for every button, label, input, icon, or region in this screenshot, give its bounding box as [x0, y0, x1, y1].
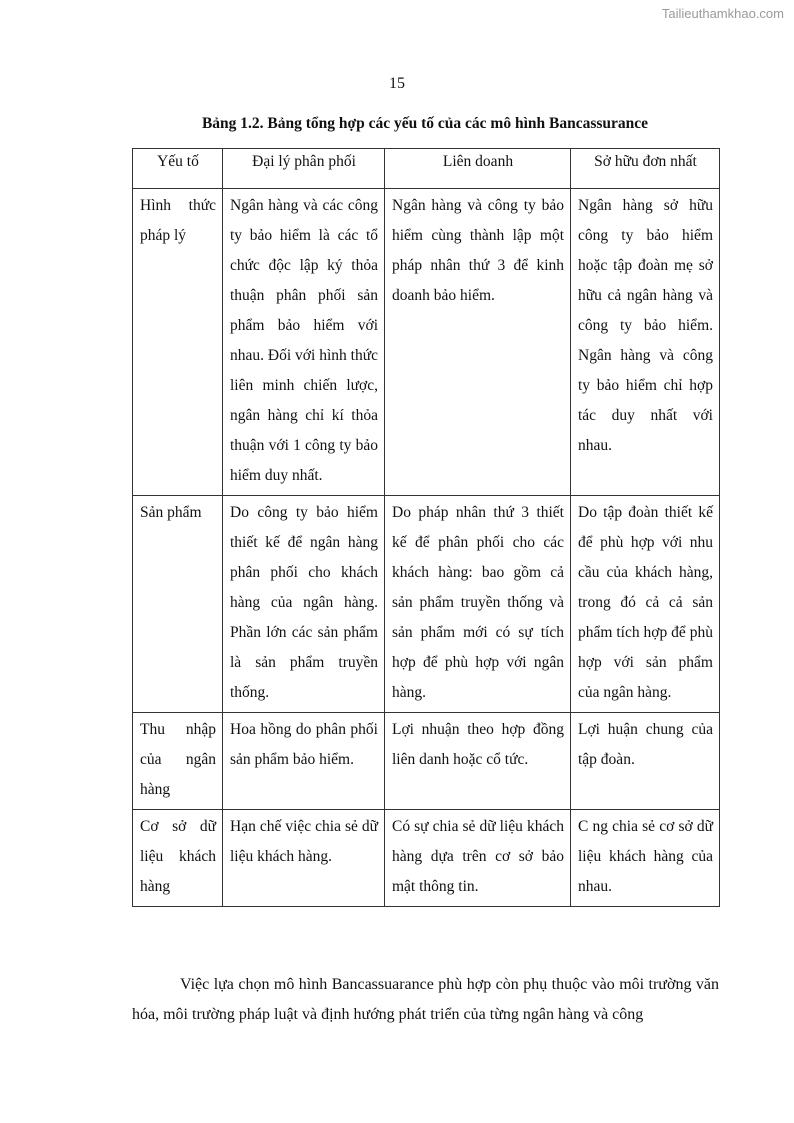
- table-row: [133, 810, 720, 907]
- cell-sole-ownership: Do tập đoàn thiết kế để phù hợp với nhu cầu của khách hàng, trong đó cả cả sản phẩm tích hợp để phù hợp với sản phẩm của ngân hàng.: [571, 496, 720, 713]
- cell-factor: Hình thức pháp lý: [133, 189, 223, 496]
- cell-sole-ownership: Lợi huận chung của tập đoàn.: [571, 713, 720, 810]
- cell-agency: Ngân hàng và các công ty bảo hiểm là các tổ chức độc lập ký thỏa thuận phân phối sản phẩm bảo hiểm với nhau. Đối với hình thức liên minh chiến lược, ngân hàng chỉ kí thỏa thuận với 1 công ty bảo hiểm duy nhất.: [223, 189, 385, 496]
- header-agency: Đại lý phân phối: [223, 149, 385, 189]
- cell-factor: Cơ sở dữ liệu khách hàng: [133, 810, 223, 907]
- comparison-table: [132, 148, 720, 907]
- cell-sole-ownership: C ng chia sẻ cơ sở dữ liệu khách hàng của nhau.: [571, 810, 720, 907]
- cell-factor: Thu nhập của ngân hàng: [133, 713, 223, 810]
- watermark: Tailieuthamkhao.com: [661, 6, 784, 21]
- cell-factor: Sản phẩm: [133, 496, 223, 713]
- table-caption: Bảng 1.2. Bảng tổng hợp các yếu tố của các mô hình Bancassurance: [201, 115, 649, 132]
- cell-agency: Hoa hồng do phân phối sản phẩm bảo hiểm.: [223, 713, 385, 810]
- cell-joint-venture: Lợi nhuận theo hợp đồng liên danh hoặc cổ tức.: [385, 713, 571, 810]
- table-row: [133, 496, 720, 713]
- table-header-row: [133, 149, 720, 189]
- header-joint-venture: Liên doanh: [385, 149, 571, 189]
- cell-sole-ownership: Ngân hàng sở hữu công ty bảo hiểm hoặc tập đoàn mẹ sở hữu cả ngân hàng và công ty bảo hiểm. Ngân hàng và công ty bảo hiểm chỉ hợp tác duy nhất với nhau.: [571, 189, 720, 496]
- cell-agency: Do công ty bảo hiểm thiết kế để ngân hàng phân phối cho khách hàng của ngân hàng. Phần lớn các sản phẩm là sản phẩm truyền thống.: [223, 496, 385, 713]
- cell-joint-venture: Do pháp nhân thứ 3 thiết kế để phân phối cho các khách hàng: bao gồm cả sản phẩm truyền thống và sản phẩm mới có sự tích hợp để phù hợp với ngân hàng.: [385, 496, 571, 713]
- cell-agency: Hạn chế việc chia sẻ dữ liệu khách hàng.: [223, 810, 385, 907]
- table-row: [133, 189, 720, 496]
- cell-joint-venture: Có sự chia sẻ dữ liệu khách hàng dựa trên cơ sở bảo mật thông tin.: [385, 810, 571, 907]
- table-row: [133, 713, 720, 810]
- header-factor: Yếu tố: [133, 149, 223, 189]
- page-number: 15: [389, 75, 405, 92]
- body-paragraph: Việc lựa chọn mô hình Bancassuarance phù hợp còn phụ thuộc vào môi trường văn hóa, môi trường pháp luật và định hướng phát triển của từng ngân hàng và công: [132, 976, 719, 1023]
- header-sole-ownership: Sở hữu đơn nhất: [571, 149, 720, 189]
- cell-joint-venture: Ngân hàng và công ty bảo hiểm cùng thành lập một pháp nhân thứ 3 để kinh doanh bảo hiểm.: [385, 189, 571, 496]
